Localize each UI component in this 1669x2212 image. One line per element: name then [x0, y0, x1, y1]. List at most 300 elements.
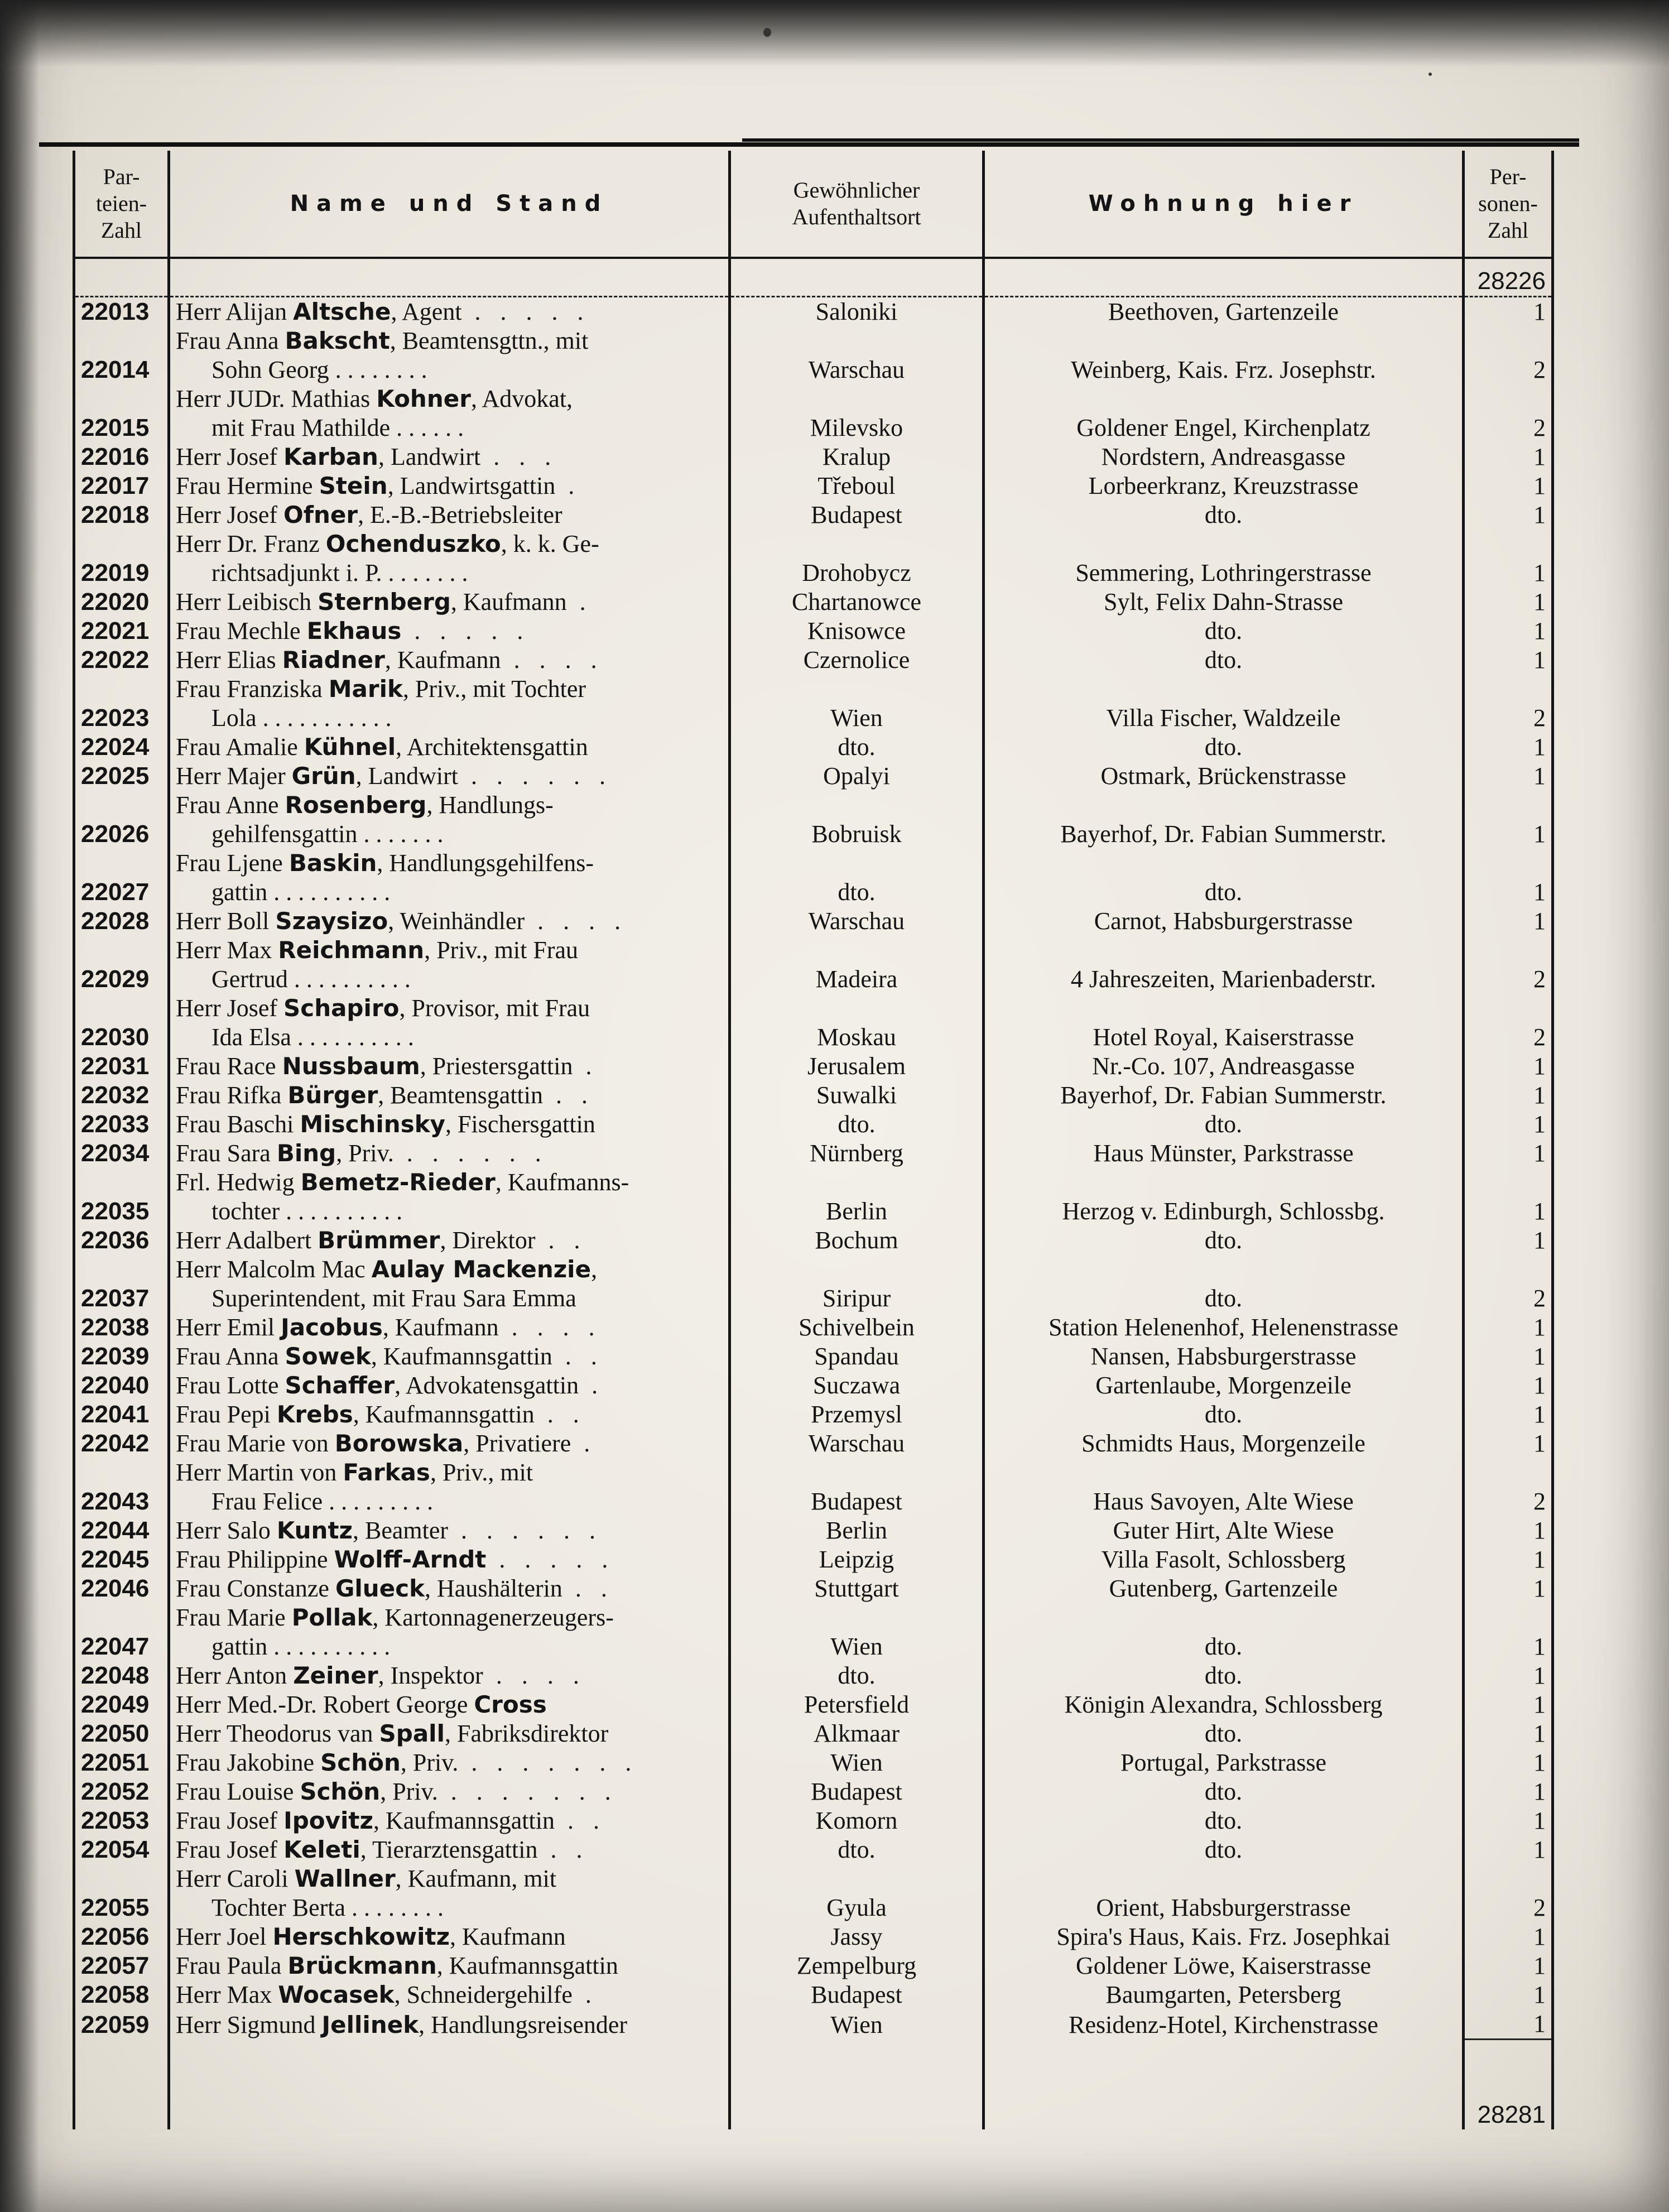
register-row — [74, 1661, 1553, 1690]
person-count: 1 — [1464, 1603, 1553, 1661]
name-continuation: mit Frau Mathilde . . . . . . — [211, 414, 464, 441]
name-and-status — [169, 907, 730, 936]
register-row — [74, 1864, 1553, 1922]
usual-residence: Wien — [730, 1603, 984, 1661]
usual-residence: Czernolice — [730, 646, 984, 675]
leader-dots: . . . . . — [401, 617, 530, 645]
name-line — [176, 1256, 597, 1283]
title-first-name: Herr Sigmund — [176, 2011, 322, 2038]
party-number: 22030 — [74, 994, 169, 1052]
usual-residence: Saloniki — [730, 297, 984, 327]
usual-residence: Bochum — [730, 1226, 984, 1255]
name-and-status — [169, 1516, 730, 1545]
title-first-name: Herr Josef — [176, 501, 284, 528]
person-count: 1 — [1464, 1081, 1553, 1110]
lodging: Portugal, Parkstrasse — [984, 1748, 1464, 1777]
title-first-name: Herr Caroli — [176, 1865, 295, 1892]
title-first-name: Herr Salo — [176, 1517, 277, 1544]
usual-residence: Wien — [730, 675, 984, 733]
name-and-status — [169, 1661, 730, 1690]
register-row — [74, 762, 1553, 791]
leader-dots: . . . . . . — [448, 1517, 603, 1544]
title-first-name: Herr Emil — [176, 1314, 281, 1341]
name-and-status — [169, 1603, 730, 1661]
name-continuation: Sohn Georg . . . . . . . . — [211, 356, 427, 383]
name-and-status — [169, 326, 730, 384]
usual-residence: Siripur — [730, 1255, 984, 1313]
leader-dots: . . . . . . . — [437, 1778, 618, 1805]
name-line — [176, 675, 586, 703]
name-line — [176, 2011, 627, 2038]
party-number: 22039 — [74, 1342, 169, 1371]
surname: Glueck — [335, 1575, 425, 1602]
party-number: 22036 — [74, 1226, 169, 1255]
leader-dots: . . — [543, 1081, 595, 1109]
title-first-name: Frau Rifka — [176, 1081, 288, 1109]
party-number: 22048 — [74, 1661, 169, 1690]
name-continuation: Ida Elsa . . . . . . . . . . — [211, 1023, 414, 1051]
register-row — [74, 1052, 1553, 1081]
register-row — [74, 1110, 1553, 1139]
surname: Schön — [320, 1749, 401, 1776]
person-count: 2 — [1464, 1864, 1553, 1922]
name-line — [176, 1517, 602, 1544]
leader-dots: . . . . — [483, 1662, 586, 1689]
lodging: Goldener Engel, Kirchenplatz — [984, 384, 1464, 443]
party-number: 22055 — [74, 1864, 169, 1922]
register-row — [74, 994, 1553, 1052]
lodging: Beethoven, Gartenzeile — [984, 297, 1464, 327]
register-row — [74, 1139, 1553, 1168]
person-count: 1 — [1464, 762, 1553, 791]
lodging: dto. — [984, 1719, 1464, 1748]
name-line — [176, 1430, 597, 1457]
lodging: dto. — [984, 1835, 1464, 1864]
occupation: , Priv., mit — [430, 1459, 533, 1486]
person-count: 2 — [1464, 994, 1553, 1052]
leader-dots: . — [579, 1372, 605, 1399]
party-number: 22052 — [74, 1777, 169, 1806]
lodging: Sylt, Felix Dahn-Strasse — [984, 588, 1464, 617]
person-count: 1 — [1464, 530, 1553, 588]
name-line — [176, 1923, 566, 1950]
usual-residence: Drohobycz — [730, 530, 984, 588]
register-row — [74, 791, 1553, 849]
occupation: , Kaufmannsgattin — [371, 1343, 552, 1370]
party-number: 22018 — [74, 501, 169, 530]
occupation: , Haushälterin — [425, 1575, 562, 1602]
party-number: 22041 — [74, 1400, 169, 1429]
name-and-status — [169, 297, 730, 327]
title-first-name: Herr Anton — [176, 1662, 294, 1689]
name-and-status — [169, 443, 730, 472]
name-and-status — [169, 501, 730, 530]
register-row — [74, 1168, 1553, 1226]
leader-dots: . . — [552, 1343, 604, 1370]
name-and-status — [169, 994, 730, 1052]
name-and-status — [169, 1255, 730, 1313]
title-first-name: Frau Ljene — [176, 849, 289, 877]
party-number: 22047 — [74, 1603, 169, 1661]
lodging: Ostmark, Brückenstrasse — [984, 762, 1464, 791]
name-line — [176, 1314, 602, 1341]
name-and-status — [169, 1864, 730, 1922]
usual-residence: Warschau — [730, 1429, 984, 1458]
occupation: , Weinhändler — [388, 907, 525, 935]
name-line — [176, 1459, 533, 1486]
leader-dots: . . — [537, 1836, 589, 1863]
register-row — [74, 1951, 1553, 1980]
person-count: 1 — [1464, 1313, 1553, 1342]
name-line — [176, 1110, 595, 1138]
name-and-status — [169, 1371, 730, 1400]
party-number: 22051 — [74, 1748, 169, 1777]
name-line — [176, 1575, 614, 1602]
party-number: 22023 — [74, 675, 169, 733]
person-count: 1 — [1464, 1951, 1553, 1980]
surname: Bürger — [287, 1081, 378, 1109]
occupation: , Schneidergehilfe — [394, 1981, 573, 2008]
blank-cell — [74, 2040, 169, 2130]
surname: Karban — [283, 443, 378, 470]
lodging: dto. — [984, 1226, 1464, 1255]
name-continuation: gehilfensgattin . . . . . . . — [211, 820, 444, 848]
name-line — [176, 1139, 548, 1167]
lodging: dto. — [984, 646, 1464, 675]
occupation: , Kaufmann, mit — [395, 1865, 557, 1892]
title-first-name: Frau Baschi — [176, 1110, 300, 1138]
party-number: 22056 — [74, 1922, 169, 1951]
surname: Jellinek — [321, 2011, 419, 2038]
surname: Reichmann — [278, 936, 425, 964]
lodging: Semmering, Lothringerstrasse — [984, 530, 1464, 588]
usual-residence: Berlin — [730, 1168, 984, 1226]
party-number: 22059 — [74, 2009, 169, 2040]
register-row — [74, 1748, 1553, 1777]
person-count: 1 — [1464, 1835, 1553, 1864]
surname: Cross — [474, 1691, 547, 1718]
person-count: 1 — [1464, 1516, 1553, 1545]
person-count: 1 — [1464, 907, 1553, 936]
title-first-name: Herr Dr. Franz — [176, 530, 326, 557]
party-number: 22043 — [74, 1458, 169, 1516]
title-first-name: Herr Med.-Dr. Robert George — [176, 1691, 474, 1718]
usual-residence: Wien — [730, 2009, 984, 2040]
name-continuation: Tochter Berta . . . . . . . . — [211, 1894, 444, 1921]
person-count: 1 — [1464, 617, 1553, 646]
leader-dots: . . — [534, 1401, 586, 1428]
carry-in-total: 28226 — [1464, 258, 1553, 297]
surname: Wallner — [294, 1865, 396, 1892]
title-first-name: Frau Pepi — [176, 1401, 277, 1428]
occupation: , Kaufmanns- — [495, 1168, 629, 1196]
party-number: 22028 — [74, 907, 169, 936]
title-first-name: Frau Paula — [176, 1952, 288, 1979]
name-continuation: Gertrud . . . . . . . . . . — [211, 965, 411, 993]
lodging: dto. — [984, 1400, 1464, 1429]
lodging: Hotel Royal, Kaiserstrasse — [984, 994, 1464, 1052]
name-line — [176, 907, 627, 935]
surname: Bing — [276, 1139, 336, 1167]
party-number: 22058 — [74, 1980, 169, 2009]
person-count: 1 — [1464, 733, 1553, 762]
name-line — [176, 1836, 589, 1863]
register-row — [74, 1516, 1553, 1545]
leader-dots: . . . . . . — [393, 1139, 548, 1167]
name-and-status — [169, 1835, 730, 1864]
surname: Keleti — [283, 1836, 360, 1863]
register-row — [74, 530, 1553, 588]
occupation: , Tierarztensgattin — [360, 1836, 538, 1863]
usual-residence: Zempelburg — [730, 1951, 984, 1980]
title-first-name: Herr Adalbert — [176, 1227, 318, 1254]
register-row — [74, 907, 1553, 936]
lodging: Herzog v. Edinburgh, Schlossbg. — [984, 1168, 1464, 1226]
name-and-status — [169, 1429, 730, 1458]
occupation: , Fischersgattin — [445, 1110, 595, 1138]
lodging: Carnot, Habsburgerstrasse — [984, 907, 1464, 936]
surname: Brückmann — [287, 1952, 437, 1979]
occupation: , Kaufmannsgattin — [353, 1401, 535, 1428]
occupation: , Kaufmann — [450, 588, 567, 615]
page-top-shadow — [0, 0, 1669, 67]
usual-residence: Kralup — [730, 443, 984, 472]
occupation: , Kartonnagenerzeugers- — [372, 1604, 614, 1631]
name-and-status — [169, 791, 730, 849]
surname: Kohner — [376, 385, 471, 412]
top-rule-accent — [742, 138, 1579, 142]
occupation: , Kaufmann — [384, 646, 501, 674]
leader-dots: . . . . . — [486, 1546, 615, 1573]
usual-residence: Budapest — [730, 501, 984, 530]
person-count: 2 — [1464, 936, 1553, 994]
page-edge-shadow — [0, 0, 39, 2212]
name-and-status — [169, 1574, 730, 1603]
lodging: Spira's Haus, Kais. Frz. Josephkai — [984, 1922, 1464, 1951]
person-count: 1 — [1464, 297, 1553, 327]
title-first-name: Frau Race — [176, 1052, 282, 1080]
register-row — [74, 1255, 1553, 1313]
surname: Bemetz-Rieder — [300, 1168, 496, 1196]
lodging: Orient, Habsburgerstrasse — [984, 1864, 1464, 1922]
register-row — [74, 1603, 1553, 1661]
surname: Brümmer — [318, 1227, 440, 1254]
leader-dots: . — [573, 1052, 599, 1080]
name-line — [176, 472, 581, 499]
party-number: 22037 — [74, 1255, 169, 1313]
lodging: Haus Münster, Parkstrasse — [984, 1139, 1464, 1168]
leader-dots: . . . . . . . — [458, 1749, 638, 1776]
occupation: , Inspektor — [378, 1662, 483, 1689]
leader-dots: . . . — [480, 443, 558, 470]
occupation: , Architektensgattin — [396, 733, 588, 761]
party-number: 22033 — [74, 1110, 169, 1139]
title-first-name: Frau Josef — [176, 1836, 284, 1863]
leader-dots: . . . . — [525, 907, 628, 935]
usual-residence: Madeira — [730, 936, 984, 994]
person-count: 1 — [1464, 1400, 1553, 1429]
register-row — [74, 1400, 1553, 1429]
usual-residence: Budapest — [730, 1980, 984, 2009]
lodging: Bayerhof, Dr. Fabian Summerstr. — [984, 1081, 1464, 1110]
name-and-status — [169, 1226, 730, 1255]
occupation: , Handlungsgehilfens- — [377, 849, 594, 877]
occupation: , Handlungs- — [426, 791, 554, 819]
title-first-name: Herr Leibisch — [176, 588, 318, 615]
register-row — [74, 443, 1553, 472]
usual-residence: Suwalki — [730, 1081, 984, 1110]
register-row — [74, 1458, 1553, 1516]
register-row — [74, 849, 1553, 907]
title-first-name: Herr Boll — [176, 907, 276, 935]
usual-residence: dto. — [730, 1661, 984, 1690]
person-count: 1 — [1464, 501, 1553, 530]
usual-residence: Warschau — [730, 907, 984, 936]
blank-cell — [730, 2040, 984, 2130]
person-count: 1 — [1464, 472, 1553, 501]
surname: Borowska — [334, 1430, 464, 1457]
lodging: dto. — [984, 1661, 1464, 1690]
surname: Krebs — [276, 1401, 353, 1428]
lodging: 4 Jahreszeiten, Marienbaderstr. — [984, 936, 1464, 994]
name-line — [176, 1691, 547, 1718]
lodging: Gartenlaube, Morgenzeile — [984, 1371, 1464, 1400]
surname: Grün — [291, 762, 356, 790]
name-line — [176, 1052, 598, 1080]
occupation: , Beamter — [352, 1517, 449, 1544]
surname: Kuntz — [276, 1517, 353, 1544]
name-and-status — [169, 936, 730, 994]
usual-residence: Gyula — [730, 1864, 984, 1922]
occupation: , E.-B.-Betriebsleiter — [358, 501, 562, 528]
occupation: , Landwirt — [378, 443, 481, 470]
surname: Ipovitz — [283, 1807, 373, 1834]
title-first-name: Frau Anne — [176, 791, 285, 819]
name-line — [176, 1720, 608, 1747]
register-row — [74, 1690, 1553, 1719]
header-lodging: Wohnung hier — [984, 151, 1464, 258]
register-row — [74, 1806, 1553, 1835]
name-and-status — [169, 646, 730, 675]
usual-residence: Stuttgart — [730, 1574, 984, 1603]
surname: Sternberg — [318, 588, 451, 615]
name-and-status — [169, 1458, 730, 1516]
usual-residence: dto. — [730, 849, 984, 907]
person-count: 1 — [1464, 1139, 1553, 1168]
person-count: 1 — [1464, 1574, 1553, 1603]
leader-dots: . . . . . . — [458, 762, 612, 790]
person-count: 1 — [1464, 1980, 1553, 2009]
name-continuation: richtsadjunkt i. P. . . . . . . . — [211, 559, 468, 586]
name-and-status — [169, 1400, 730, 1429]
lodging: Villa Fasolt, Schlossberg — [984, 1545, 1464, 1574]
surname: Altsche — [293, 298, 391, 325]
surname: Szaysizo — [275, 907, 388, 935]
party-number: 22034 — [74, 1139, 169, 1168]
leader-dots: . — [572, 1981, 598, 2008]
leader-dots: . — [566, 588, 593, 615]
name-line — [176, 994, 590, 1022]
name-line — [176, 762, 612, 790]
name-line — [176, 501, 562, 528]
person-count: 2 — [1464, 384, 1553, 443]
lodging: Nr.-Co. 107, Andreasgasse — [984, 1052, 1464, 1081]
register-row — [74, 1719, 1553, 1748]
title-first-name: Frau Constanze — [176, 1575, 335, 1602]
header-person-count: Per- sonen- Zahl — [1464, 151, 1553, 258]
title-first-name: Herr Martin von — [176, 1459, 343, 1486]
name-and-status — [169, 1980, 730, 2009]
occupation: , Priv. — [336, 1139, 394, 1167]
name-and-status — [169, 1690, 730, 1719]
party-number: 22054 — [74, 1835, 169, 1864]
name-line — [176, 936, 578, 964]
leader-dots: . . — [554, 1807, 606, 1834]
name-and-status — [169, 384, 730, 443]
name-line — [176, 588, 593, 615]
register-row — [74, 1545, 1553, 1574]
surname: Schaffer — [285, 1372, 395, 1399]
person-count: 1 — [1464, 1806, 1553, 1835]
party-number: 22017 — [74, 472, 169, 501]
name-line — [176, 646, 604, 674]
person-count: 2 — [1464, 1458, 1553, 1516]
name-and-status — [169, 1748, 730, 1777]
party-number: 22027 — [74, 849, 169, 907]
title-first-name: Frl. Hedwig — [176, 1168, 301, 1196]
name-line — [176, 1662, 586, 1689]
name-and-status — [169, 1313, 730, 1342]
usual-residence: Warschau — [730, 326, 984, 384]
name-line — [176, 849, 594, 877]
party-number: 22053 — [74, 1806, 169, 1835]
occupation: , Advokat, — [470, 385, 573, 412]
usual-residence: Alkmaar — [730, 1719, 984, 1748]
party-number: 22029 — [74, 936, 169, 994]
lodging: Guter Hirt, Alte Wiese — [984, 1516, 1464, 1545]
usual-residence: Knisowce — [730, 617, 984, 646]
surname: Wocasek — [278, 1981, 395, 2008]
register-row — [74, 1371, 1553, 1400]
name-and-status — [169, 472, 730, 501]
occupation: , Priv. — [400, 1749, 459, 1776]
person-count: 1 — [1464, 1922, 1553, 1951]
party-number: 22032 — [74, 1081, 169, 1110]
name-continuation: Superintendent, mit Frau Sara Emma — [211, 1285, 576, 1312]
top-double-rule — [39, 142, 1579, 147]
surname: Kühnel — [304, 733, 396, 761]
register-row — [74, 1342, 1553, 1371]
surname: Schön — [300, 1778, 381, 1805]
party-number: 22042 — [74, 1429, 169, 1458]
party-number: 22016 — [74, 443, 169, 472]
surname: Jacobus — [281, 1314, 383, 1341]
register-row — [74, 675, 1553, 733]
name-line — [176, 298, 590, 325]
register-row — [74, 472, 1553, 501]
occupation: , Landwirt — [355, 762, 458, 790]
register-row — [74, 1777, 1553, 1806]
name-line — [176, 443, 557, 470]
surname: Spall — [379, 1720, 445, 1747]
register-row — [74, 1226, 1553, 1255]
party-number: 22046 — [74, 1574, 169, 1603]
usual-residence: Spandau — [730, 1342, 984, 1371]
leader-dots: . . . . — [501, 646, 604, 674]
register-row — [74, 1081, 1553, 1110]
occupation: , Priv., mit Tochter — [402, 675, 586, 703]
name-line — [176, 327, 588, 354]
